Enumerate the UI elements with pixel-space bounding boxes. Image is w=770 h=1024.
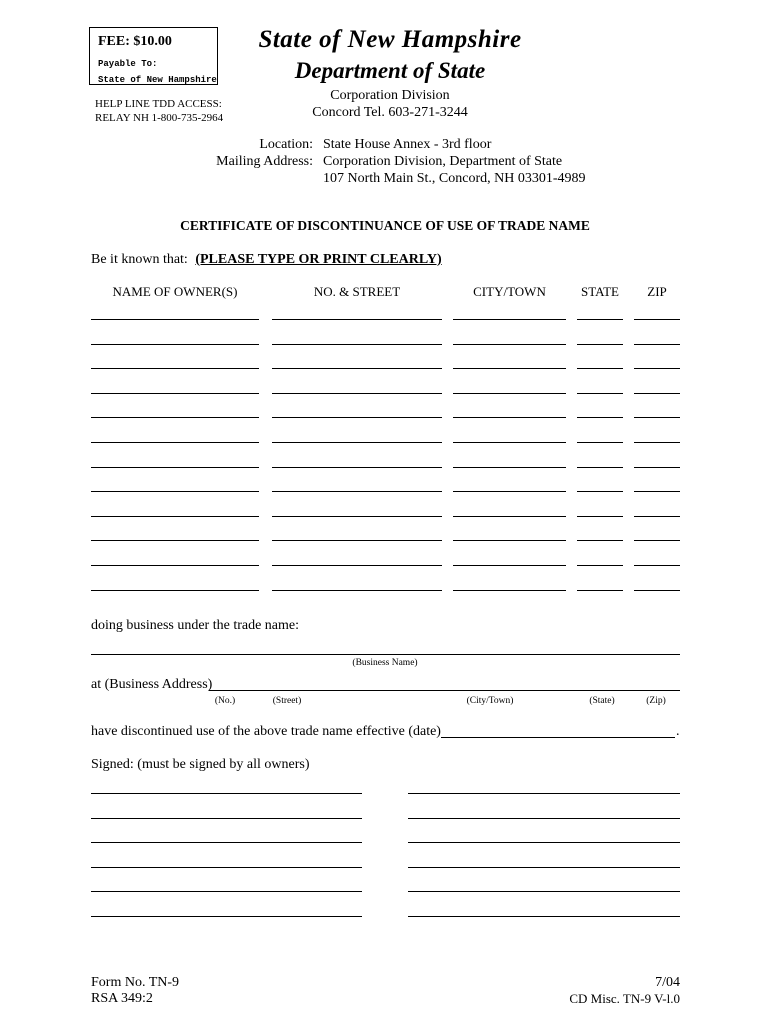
form-misc-code: CD Misc. TN-9 V-l.0: [569, 991, 680, 1006]
signature-line[interactable]: [408, 842, 680, 843]
discontinued-label: have discontinued use of the above trade name effective (date): [91, 724, 441, 739]
signature-line[interactable]: [91, 867, 362, 868]
owner-zip-field[interactable]: [634, 417, 680, 418]
form-heading: CERTIFICATE OF DISCONTINUANCE OF USE OF TRADE NAME: [180, 218, 590, 233]
owner-name-field[interactable]: [91, 344, 259, 345]
caption-state: (State): [589, 696, 615, 706]
rsa-reference: RSA 349:2: [91, 991, 153, 1006]
owner-state-field[interactable]: [577, 442, 623, 443]
column-header-owner: NAME OF OWNER(S): [112, 284, 238, 299]
owner-state-field[interactable]: [577, 565, 623, 566]
owner-city-field[interactable]: [453, 368, 566, 369]
owner-name-field[interactable]: [91, 540, 259, 541]
owner-zip-field[interactable]: [634, 565, 680, 566]
owner-street-field[interactable]: [272, 442, 442, 443]
owner-city-field[interactable]: [453, 540, 566, 541]
owner-street-field[interactable]: [272, 590, 442, 591]
owner-zip-field[interactable]: [634, 467, 680, 468]
signature-line[interactable]: [91, 842, 362, 843]
fee-amount: FEE: $10.00: [98, 34, 172, 49]
business-name-caption: (Business Name): [352, 658, 418, 668]
owner-street-field[interactable]: [272, 417, 442, 418]
owner-city-field[interactable]: [453, 344, 566, 345]
owner-state-field[interactable]: [577, 344, 623, 345]
owner-city-field[interactable]: [453, 565, 566, 566]
department-title: Department of State: [294, 58, 486, 83]
owner-city-field[interactable]: [453, 467, 566, 468]
owner-state-field[interactable]: [577, 393, 623, 394]
division-phone: Concord Tel. 603-271-3244: [312, 105, 468, 120]
location-label: Location:: [259, 137, 313, 152]
owner-street-field[interactable]: [272, 393, 442, 394]
owner-zip-field[interactable]: [634, 442, 680, 443]
fee-box: [89, 27, 218, 85]
business-address-label: at (Business Address): [91, 677, 213, 692]
signature-line[interactable]: [408, 793, 680, 794]
signature-line[interactable]: [408, 867, 680, 868]
signature-line[interactable]: [91, 916, 362, 917]
payable-label: Payable To:: [98, 59, 158, 69]
column-header-zip: ZIP: [647, 284, 667, 299]
owner-street-field[interactable]: [272, 565, 442, 566]
owner-zip-field[interactable]: [634, 590, 680, 591]
signature-line[interactable]: [408, 891, 680, 892]
mailing-line-1: Corporation Division, Department of State: [323, 154, 563, 169]
caption-city: (City/Town): [466, 696, 514, 706]
owner-zip-field[interactable]: [634, 344, 680, 345]
payable-to: State of New Hampshire: [98, 75, 217, 85]
owner-city-field[interactable]: [453, 319, 566, 320]
caption-zip: (Zip): [646, 696, 666, 706]
owner-name-field[interactable]: [91, 491, 259, 492]
owner-state-field[interactable]: [577, 467, 623, 468]
owner-street-field[interactable]: [272, 540, 442, 541]
owner-name-field[interactable]: [91, 368, 259, 369]
form-number: Form No. TN-9: [91, 975, 180, 990]
owner-zip-field[interactable]: [634, 319, 680, 320]
owner-state-field[interactable]: [577, 368, 623, 369]
signature-line[interactable]: [91, 818, 362, 819]
column-header-street: NO. & STREET: [313, 284, 401, 299]
owner-zip-field[interactable]: [634, 491, 680, 492]
owner-street-field[interactable]: [272, 467, 442, 468]
help-line-2: RELAY NH 1-800-735-2964: [95, 112, 224, 124]
owner-street-field[interactable]: [272, 491, 442, 492]
signed-label: Signed: (must be signed by all owners): [91, 757, 310, 772]
caption-street: (Street): [272, 696, 302, 706]
signature-line[interactable]: [91, 793, 362, 794]
owner-state-field[interactable]: [577, 417, 623, 418]
signature-line[interactable]: [408, 916, 680, 917]
owner-city-field[interactable]: [453, 417, 566, 418]
owner-street-field[interactable]: [272, 516, 442, 517]
state-title: State of New Hampshire: [258, 26, 522, 53]
be-it-known: [91, 252, 442, 268]
owner-street-field[interactable]: [272, 368, 442, 369]
owner-zip-field[interactable]: [634, 516, 680, 517]
owner-city-field[interactable]: [453, 516, 566, 517]
owner-zip-field[interactable]: [634, 368, 680, 369]
owner-name-field[interactable]: [91, 442, 259, 443]
owner-state-field[interactable]: [577, 319, 623, 320]
owner-city-field[interactable]: [453, 393, 566, 394]
help-line-1: HELP LINE TDD ACCESS:: [95, 98, 222, 110]
column-header-city: CITY/TOWN: [473, 284, 546, 299]
owner-name-field[interactable]: [91, 417, 259, 418]
mailing-label: Mailing Address:: [216, 154, 313, 169]
column-header-state: STATE: [581, 284, 619, 299]
business-name-line[interactable]: [91, 654, 680, 655]
discontinued-period: .: [676, 724, 680, 739]
doing-business-label: doing business under the trade name:: [91, 618, 300, 633]
mailing-line-2: 107 North Main St., Concord, NH 03301-4989: [323, 171, 586, 186]
owner-name-field[interactable]: [91, 516, 259, 517]
owner-state-field[interactable]: [577, 540, 623, 541]
division-name: Corporation Division: [330, 88, 450, 103]
signature-line[interactable]: [91, 891, 362, 892]
owner-street-field[interactable]: [272, 319, 442, 320]
owner-name-field[interactable]: [91, 393, 259, 394]
owner-city-field[interactable]: [453, 442, 566, 443]
signature-line[interactable]: [408, 818, 680, 819]
owner-name-field[interactable]: [91, 565, 259, 566]
owner-city-field[interactable]: [453, 590, 566, 591]
be-it-known-label: Be it known that:: [91, 252, 188, 267]
print-clearly-note: (PLEASE TYPE OR PRINT CLEARLY): [195, 252, 442, 267]
owner-state-field[interactable]: [577, 590, 623, 591]
effective-date-line[interactable]: [441, 737, 675, 738]
owner-state-field[interactable]: [577, 516, 623, 517]
form-date: 7/04: [655, 975, 680, 990]
owner-name-field[interactable]: [91, 319, 259, 320]
owner-name-field[interactable]: [91, 467, 259, 468]
owner-state-field[interactable]: [577, 491, 623, 492]
owner-street-field[interactable]: [272, 344, 442, 345]
caption-no: (No.): [214, 696, 236, 706]
owner-city-field[interactable]: [453, 491, 566, 492]
owner-zip-field[interactable]: [634, 393, 680, 394]
owner-name-field[interactable]: [91, 590, 259, 591]
location-value: State House Annex - 3rd floor: [323, 137, 492, 152]
owner-zip-field[interactable]: [634, 540, 680, 541]
business-address-line[interactable]: [209, 690, 680, 691]
